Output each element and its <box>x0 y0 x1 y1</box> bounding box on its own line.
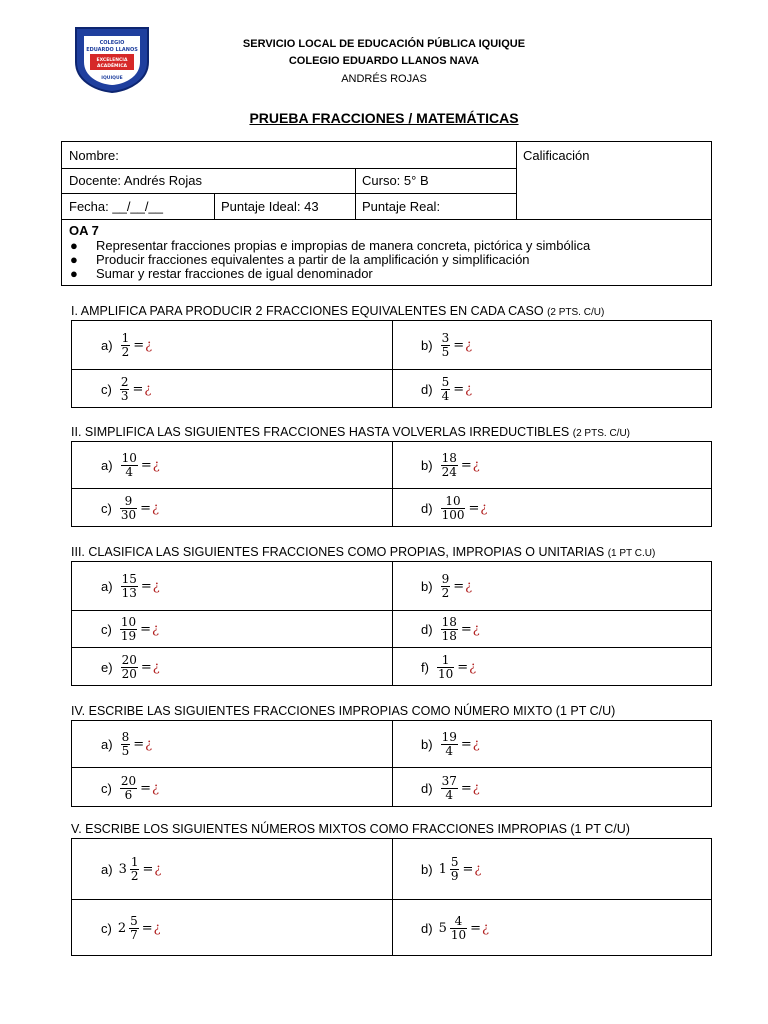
answer-blank[interactable]: ¿ <box>469 660 477 675</box>
item-label: a) <box>101 862 113 877</box>
exercise-item[interactable] <box>421 768 480 808</box>
objective-item: ● Representar fracciones propias e impropias de manera concreta, pictórica y simbólica <box>70 238 591 253</box>
exercise-item[interactable] <box>421 562 472 611</box>
numerator: 5 <box>450 855 459 869</box>
numerator: 20 <box>120 773 137 788</box>
answer-blank[interactable]: ¿ <box>152 780 160 796</box>
puntaje-ideal-label: Puntaje Ideal: 43 <box>221 199 319 214</box>
fecha-field[interactable]: Fecha: __/__/__ <box>69 199 163 214</box>
denominator: 4 <box>441 389 450 403</box>
oa-title: OA 7 <box>69 223 99 238</box>
bullet-icon: ● <box>70 238 78 253</box>
exercise-item[interactable] <box>421 489 487 528</box>
exercise-item[interactable] <box>101 721 152 768</box>
denominator: 7 <box>130 928 138 942</box>
denominator: 2 <box>121 345 130 359</box>
exercise-item[interactable] <box>101 321 152 370</box>
numerator: 10 <box>120 615 137 629</box>
answer-blank[interactable]: ¿ <box>472 780 480 796</box>
equals-sign: = <box>470 921 482 936</box>
page-title: PRUEBA FRACCIONES / MATEMÁTICAS <box>249 110 519 126</box>
logo-text-city: IQUIQUE <box>101 76 123 81</box>
answer-blank[interactable]: ¿ <box>472 622 480 637</box>
item-label: b) <box>421 579 433 594</box>
docente-label: Docente: Andrés Rojas <box>69 173 202 188</box>
denominator: 10 <box>450 928 467 942</box>
section-title: IV. ESCRIBE LAS SIGUIENTES FRACCIONES IMPROPIAS COMO NÚMERO MIXTO (1 PT C/U) <box>71 704 616 718</box>
section-title: V. ESCRIBE LOS SIGUIENTES NÚMEROS MIXTOS COMO FRACCIONES IMPROPIAS (1 PT C/U) <box>71 822 630 836</box>
answer-blank[interactable]: ¿ <box>472 458 480 473</box>
equals-sign: = <box>133 737 145 752</box>
equals-sign: = <box>140 622 152 637</box>
fraction <box>120 495 137 522</box>
numerator: 5 <box>441 375 450 389</box>
calificacion-field[interactable]: Calificación <box>523 148 590 163</box>
item-label: d) <box>421 780 433 796</box>
equals-sign: = <box>460 458 472 473</box>
fraction <box>450 856 460 883</box>
numerator: 37 <box>441 773 457 788</box>
exercise-item[interactable] <box>421 900 489 957</box>
exercise-item[interactable] <box>101 611 159 648</box>
answer-blank[interactable]: ¿ <box>482 921 490 936</box>
numerator: 10 <box>445 494 461 508</box>
item-label: f) <box>421 660 429 675</box>
equals-sign: = <box>140 780 152 796</box>
numerator: 2 <box>120 375 129 389</box>
numerator: 3 <box>441 331 450 345</box>
item-label: b) <box>421 338 433 353</box>
fraction <box>441 495 466 522</box>
equals-sign: = <box>140 501 152 516</box>
item-label: d) <box>421 921 433 936</box>
denominator: 3 <box>120 389 129 403</box>
exercise-item[interactable] <box>101 370 151 409</box>
equals-sign: = <box>460 622 472 637</box>
fraction <box>121 731 131 758</box>
logo-text-excelencia: EXCELENCIA <box>96 58 128 63</box>
answer-blank[interactable]: ¿ <box>480 501 488 516</box>
denominator: 9 <box>450 869 459 883</box>
objective-item: ● Producir fracciones equivalentes a partir de la amplificación y simplificación <box>70 252 530 267</box>
exercise-item[interactable] <box>421 442 480 489</box>
denominator: 5 <box>441 345 450 359</box>
exercise-item[interactable] <box>101 839 161 900</box>
numerator: 9 <box>124 494 133 508</box>
item-label: b) <box>421 458 433 473</box>
whole-number: 5 <box>438 921 447 936</box>
denominator: 10 <box>437 667 454 681</box>
numerator: 4 <box>454 914 463 928</box>
answer-blank[interactable]: ¿ <box>145 338 153 353</box>
exercise-item[interactable] <box>421 648 476 687</box>
fraction <box>121 332 131 359</box>
exercise-item[interactable] <box>101 442 160 489</box>
numerator: 19 <box>441 730 457 744</box>
section-title: II. SIMPLIFICA LAS SIGUIENTES FRACCIONES HASTA VOLVERLAS IRREDUCTIBLES (2 PTS. C/U) <box>71 425 630 439</box>
section-title: I. AMPLIFICA PARA PRODUCIR 2 FRACCIONES EQUIVALENTES EN CADA CASO (2 PTS. C/U) <box>71 304 605 318</box>
denominator: 4 <box>445 787 454 802</box>
equals-sign: = <box>468 501 480 516</box>
section-points: (2 PTS. C/U) <box>547 307 605 318</box>
item-label: c) <box>101 622 112 637</box>
answer-blank[interactable]: ¿ <box>465 579 473 594</box>
exercise-item[interactable] <box>421 839 481 900</box>
denominator: 6 <box>124 787 133 802</box>
item-label: c) <box>101 780 112 796</box>
denominator: 13 <box>121 586 137 600</box>
whole-number: 1 <box>438 862 447 877</box>
item-label: b) <box>421 737 433 752</box>
nombre-field[interactable]: Nombre: <box>69 148 119 163</box>
answer-blank[interactable]: ¿ <box>152 660 160 675</box>
denominator: 20 <box>121 667 137 681</box>
numerator: 8 <box>121 730 130 744</box>
item-label: b) <box>421 862 433 877</box>
denominator: 24 <box>441 465 457 479</box>
equals-sign: = <box>140 458 152 473</box>
answer-blank[interactable]: ¿ <box>153 921 161 936</box>
whole-number: 3 <box>118 862 127 877</box>
answer-blank[interactable]: ¿ <box>474 862 482 877</box>
equals-sign: = <box>453 579 465 594</box>
exercise-item[interactable] <box>421 370 472 409</box>
logo-text-colegio: COLEGIO <box>99 40 125 46</box>
exercise-item[interactable] <box>101 489 159 528</box>
fraction <box>121 573 138 600</box>
equals-sign: = <box>460 780 472 796</box>
bullet-icon: ● <box>70 266 78 281</box>
numerator: 10 <box>121 451 137 465</box>
answer-blank[interactable]: ¿ <box>144 382 152 397</box>
header-teacher: ANDRÉS ROJAS <box>341 73 427 85</box>
item-label: d) <box>421 382 433 397</box>
fraction <box>121 654 138 681</box>
exercise-box <box>71 320 712 408</box>
fraction <box>121 452 138 479</box>
fraction <box>441 775 458 802</box>
item-label: c) <box>101 921 112 936</box>
exercise-item[interactable] <box>421 611 480 648</box>
item-label: e) <box>101 660 113 675</box>
answer-blank[interactable]: ¿ <box>152 622 160 637</box>
fraction <box>120 775 137 802</box>
fraction <box>441 731 458 758</box>
numerator: 18 <box>441 451 457 465</box>
logo-text-academica: ACADÉMICA <box>96 64 128 69</box>
item-label: d) <box>421 501 433 516</box>
answer-blank[interactable]: ¿ <box>152 501 160 516</box>
denominator: 5 <box>121 744 130 758</box>
item-label: a) <box>101 458 113 473</box>
whole-number: 2 <box>117 921 127 936</box>
item-label: a) <box>101 737 113 752</box>
numerator: 1 <box>130 855 139 869</box>
exercise-box <box>71 838 712 956</box>
section-title: III. CLASIFICA LAS SIGUIENTES FRACCIONES COMO PROPIAS, IMPROPIAS O UNITARIAS (1 PT C.U) <box>71 545 656 559</box>
exercise-box <box>71 561 712 686</box>
fraction <box>441 452 458 479</box>
fraction <box>441 573 451 600</box>
section-points: (2 PTS. C/U) <box>572 428 630 439</box>
exercise-item[interactable] <box>101 768 159 808</box>
denominator: 100 <box>441 508 465 522</box>
equals-sign: = <box>457 660 469 675</box>
item-label: a) <box>101 338 113 353</box>
equals-sign: = <box>142 862 154 877</box>
item-label: c) <box>101 382 112 397</box>
equals-sign: = <box>140 579 152 594</box>
fraction <box>130 856 140 883</box>
equals-sign: = <box>462 862 474 877</box>
answer-blank[interactable]: ¿ <box>152 579 160 594</box>
denominator: 30 <box>120 508 137 522</box>
answer-blank[interactable]: ¿ <box>465 382 473 397</box>
numerator: 1 <box>121 331 130 345</box>
answer-blank[interactable]: ¿ <box>154 862 162 877</box>
bullet-icon: ● <box>70 252 78 267</box>
fraction <box>120 376 130 403</box>
answer-blank[interactable]: ¿ <box>145 737 153 752</box>
fraction <box>441 616 458 643</box>
exercise-box <box>71 441 712 527</box>
exercise-item[interactable] <box>101 900 161 957</box>
denominator: 19 <box>120 629 137 643</box>
fraction <box>437 654 454 681</box>
exercise-box <box>71 720 712 807</box>
equals-sign: = <box>133 338 145 353</box>
puntaje-real-field[interactable]: Puntaje Real: <box>362 199 441 214</box>
numerator: 5 <box>130 914 138 928</box>
item-label: c) <box>101 501 112 516</box>
equals-sign: = <box>132 382 144 397</box>
answer-blank[interactable]: ¿ <box>152 458 160 473</box>
curso-label: Curso: 5° B <box>362 173 429 188</box>
denominator: 18 <box>441 629 457 643</box>
fraction <box>129 915 139 942</box>
answer-blank[interactable]: ¿ <box>465 338 473 353</box>
numerator: 1 <box>441 653 450 667</box>
student-info-table <box>61 141 712 286</box>
objective-item: ● Sumar y restar fracciones de igual denominador <box>70 266 373 281</box>
fraction <box>120 616 137 643</box>
equals-sign: = <box>460 737 472 752</box>
item-label: d) <box>421 622 433 637</box>
item-label: a) <box>101 579 113 594</box>
exercise-item[interactable] <box>421 721 480 768</box>
equals-sign: = <box>141 921 153 936</box>
numerator: 15 <box>121 572 137 586</box>
numerator: 9 <box>441 572 450 586</box>
exercise-item[interactable] <box>101 562 160 611</box>
fraction <box>441 332 451 359</box>
numerator: 20 <box>121 653 137 667</box>
header-institution: SERVICIO LOCAL DE EDUCACIÓN PÚBLICA IQUIQUE <box>242 38 526 50</box>
logo-text-name: EDUARDO LLANOS <box>86 47 138 53</box>
denominator: 2 <box>441 586 450 600</box>
denominator: 4 <box>445 744 454 758</box>
fraction <box>450 915 467 942</box>
equals-sign: = <box>453 338 465 353</box>
equals-sign: = <box>140 660 152 675</box>
exercise-item[interactable] <box>421 321 472 370</box>
section-points: (1 PT C.U) <box>607 548 656 559</box>
equals-sign: = <box>453 382 465 397</box>
exercise-item[interactable] <box>101 648 160 687</box>
answer-blank[interactable]: ¿ <box>472 737 480 752</box>
numerator: 18 <box>441 615 457 629</box>
denominator: 2 <box>130 869 139 883</box>
header-school: COLEGIO EDUARDO LLANOS NAVA <box>288 55 480 67</box>
fraction <box>441 376 451 403</box>
denominator: 4 <box>125 465 134 479</box>
